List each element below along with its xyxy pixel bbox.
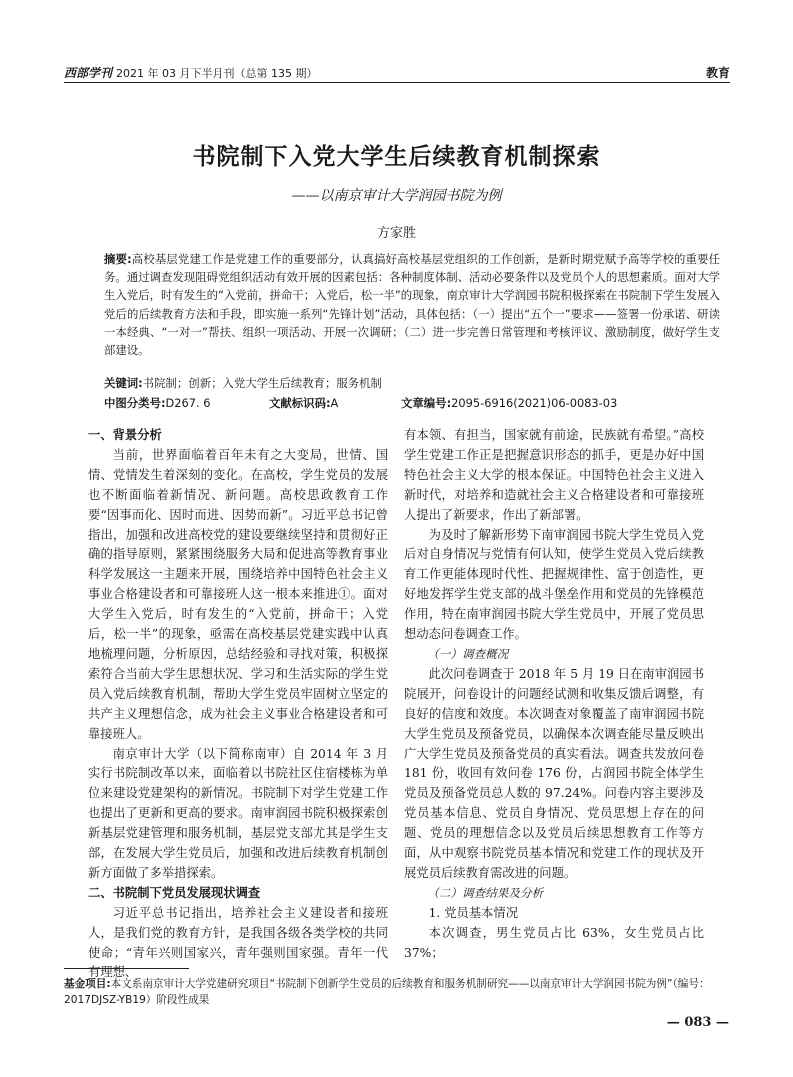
paragraph-6: 本次调查，男生党员占比 63%，女生党员占比 37%； (404, 925, 704, 960)
paragraph-3-continued: 有本领、有担当，国家就有前途，民族就有希望。”高校学生党建工作正是把握意识形态的抓手，更是办好中国特色社会主义大学的根本保证。中国特色社会主义进入新时代，对培养和造就社会主义合格建设者和可靠接班人提出了新要求，作出了新部署。 (404, 428, 704, 522)
section-label: 教育 (705, 66, 730, 80)
journal-issue: 2021 年 03 月下半月刊（总第 135 期） (116, 67, 318, 80)
body-column-right (404, 426, 704, 963)
subsection-heading-2: （二）调查结果及分析 (427, 885, 544, 900)
class-number-label: 中图分类号: (104, 396, 166, 410)
subsubsection-heading: 1. 党员基本情况 (428, 905, 519, 920)
abstract-text: 高校基层党建工作是党建工作的重要部分，认真搞好高校基层党组织的工作创新，是新时期党赋予高等学校的重要任务。通过调查发现阻碍党组织活动有效开展的因素包括：各种制度体制、活动必要条件以及党员个人的思想素质。面对大学生入党后，时有发生的“入党前，拼命干；入党后，松一半”的现象，南京审计大学润园书院积极探索在书院制下学生发展入党后的后续教育方法和手段，即实施一系列“先锋计划”活动，具体包括：（一）提出“五个一”要求——签署一份承诺、研读一本经典、“一对一”帮扶、组织一项活动、开展一次调研；（二）进一步完善日常管理和考核评议、激励制度，做好学生支部建设。 (104, 252, 720, 358)
class-number (104, 395, 211, 411)
article-author: 方家胜 (376, 226, 416, 241)
article-subtitle: ——以南京审计大学润园书院为例 (291, 188, 502, 204)
article-number-value: 2095-6916(2021)06-0083-03 (451, 396, 618, 410)
abstract (104, 250, 720, 359)
page-header (64, 60, 730, 83)
paragraph-5: 此次问卷调查于 2018 年 5 月 19 日在南审润园书院展开，问卷设计的问题经试测和收集反馈后调整，有良好的信度和效度。本次调查对象覆盖了南审润园书院大学生党员及预备党员，以确保本次调查能尽量反映出广大学生党员及预备党员的真实看法。调查共发放问卷 181 份，收回有效问卷 176 份，占润园书院全体学生党员及预备党员总人数的 97.24%。问卷内容主要涉及党员基本信息、党员自身情况、党员思想上存在的问题、党员的理想信念以及党员后续思想教育工作等方面，从中观察书院党员基本情况和党建工作的现状及开展党员后续教育需改进的问题。 (404, 666, 704, 880)
paragraph-2: 南京审计大学（以下简称南审）自 2014 年 3 月实行书院制改革以来，面临着以书院社区住宿楼栋为单位来建设党建架构的新情况。书院制下对学生党建工作也提出了更新和更高的要求。南审润园书院积极探索创新基层党建管理和服务机制，基层党支部尤其是学生支部，在发展大学生党员后，加强和改进后续教育机制创新方面做了多举措探索。 (88, 746, 388, 880)
article-number (401, 395, 617, 411)
subsection-heading-1: （一）调查概况 (427, 646, 509, 661)
paragraph-3-text: 习近平总书记指出，培养社会主义建设者和接班人，是我们党的教育方针，是我国各级各类学校的共同使命；“青年兴则国家兴，青年强则国家强。青年一代有理想、 (88, 905, 388, 980)
abstract-label: 摘要: (104, 252, 132, 266)
article-number-label: 文章编号: (401, 396, 452, 410)
body-column-left (88, 426, 388, 983)
footnote (64, 976, 730, 1008)
paragraph-1: 当前，世界面临着百年未有之大变局，世情、国情、党情发生着深刻的变化。在高校，学生党员的发展也不断面临着新情况、新问题。高校思政教育工作要“因事而化、因时而进、因势而新”。习近平总书记曾指出，加强和改进高校党的建设要继续坚持和贯彻好正确的指导原则，紧紧围绕服务大局和促进高等教育事业科学发展这一主题来开展，围绕培养中国特色社会主义事业合格建设者和可靠接班人这一根本来推进①。面对大学生入党后，时有发生的“入党前，拼命干；入党后，松一半”的现象，亟需在高校基层党建实践中认真地梳理问题，分析原因，总结经验和寻找对策，积极探索符合当前大学生思想状况、学习和生活实际的学生党员入党后续教育机制，帮助大学生党员牢固树立坚定的共产主义理想信念，成为社会主义事业合格建设者和可靠接班人。 (88, 447, 388, 741)
paragraph-3 (88, 904, 388, 984)
section-heading-2: 二、书院制下党员发展现状调查 (88, 885, 261, 900)
footnote-label: 基金项目: (64, 978, 111, 990)
page-number: — 083 — (666, 1015, 729, 1030)
doc-code-label: 文献标识码: (269, 396, 331, 410)
keywords (104, 375, 720, 391)
section-heading-1: 一、背景分析 (88, 428, 162, 442)
footnote-rule (64, 968, 189, 969)
keywords-label: 关键词: (104, 376, 143, 390)
classification-info (104, 395, 720, 411)
doc-code-value: A (330, 396, 339, 410)
doc-code (269, 395, 338, 411)
paragraph-4: 为及时了解新形势下南审润园书院大学生党员入党后对自身情况与党情有何认知，使学生党员入党后续教育工作更能体现时代性、把握规律性、富于创造性，更好地发挥学生党支部的战斗堡垒作用和党员的先锋模范作用，特在南审润园书院大学生党员中，开展了党员思想动态问卷调查工作。 (404, 527, 704, 642)
keywords-text: 书院制；创新；入党大学生后续教育；服务机制 (142, 376, 382, 390)
class-number-value: D267. 6 (165, 396, 211, 410)
journal-info (64, 64, 318, 81)
footnote-text: 本文系南京审计大学党建研究项目“书院制下创新学生党员的后续教育和服务机制研究——以南京审计大学润园书院为例”（编号：2017DJSZ-YB19）阶段性成果 (64, 978, 710, 1006)
article-title: 书院制下入党大学生后续教育机制探索 (192, 143, 601, 170)
journal-name: 西部学刊 (64, 66, 113, 80)
